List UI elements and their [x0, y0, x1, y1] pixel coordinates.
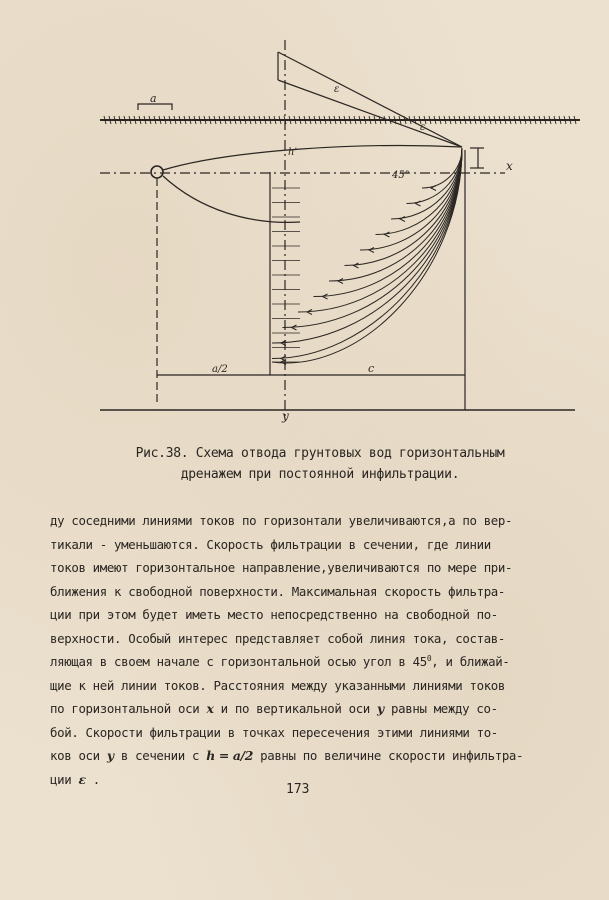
text-line: ду соседними линиями токов по горизонтали увеличиваются,а по вер-: [50, 513, 513, 528]
drain-pipe: [151, 166, 163, 178]
text-fragment: .: [92, 771, 100, 787]
degree-superscript: 0: [426, 653, 432, 663]
var-x: x: [206, 701, 214, 716]
streamline: [345, 148, 463, 266]
label-angle: 45°: [392, 170, 410, 181]
label-x-axis: x: [506, 159, 513, 173]
text-fragment: ции: [50, 771, 72, 787]
text-fragment: , и ближай-: [431, 654, 510, 669]
caption-line-1: Рис.38. Схема отвода грунтовых вод горизонтальным: [135, 446, 505, 461]
label-arrow2: ε: [420, 122, 426, 133]
text-line: бой. Скорости фильтрации в точках пересечения этими линиями то-: [50, 724, 498, 740]
label-left-span: a/2: [212, 364, 228, 375]
text-fragment: равны между со-: [391, 701, 498, 716]
text-fragment: в сечении с: [113, 748, 200, 763]
streamline-arrow: [416, 201, 421, 206]
text-fragment: ляющая в своем начале с горизонтальной осью угол в 45: [50, 654, 427, 669]
var-h: h = a/2: [206, 748, 253, 763]
ground-hatching: [104, 116, 576, 124]
infiltration-line-2: [278, 80, 462, 147]
text-line: [50, 650, 585, 674]
text-fragment: равны по величине скорости инфильтра-: [260, 748, 524, 763]
label-surface-mark: h': [288, 147, 298, 158]
body-text: [50, 509, 585, 791]
infiltration-line-1: [278, 52, 462, 147]
label-right-span: c: [368, 362, 375, 375]
streamline-arrow: [400, 217, 405, 222]
text-line: тикали - уменьшаются. Скорость фильтрации в сечении, где линии: [50, 536, 491, 552]
text-line: верхности. Особый интерес представляет собой линия тока, состав-: [50, 630, 506, 646]
drainage-diagram: [0, 0, 609, 440]
label-y-axis: y: [282, 409, 289, 423]
text-fragment: ков оси: [50, 748, 100, 763]
text-line: [50, 697, 585, 721]
figure-caption: [60, 443, 580, 485]
free-surface-curve: [163, 146, 462, 170]
text-line: щие к ней линии токов. Расстояния между указанными линиями токов: [50, 677, 506, 693]
text-line: токов имеют горизонтальное направление,увеличиваются по мере при-: [50, 560, 513, 575]
text-line: [50, 744, 585, 768]
var-y: y: [106, 748, 114, 763]
streamline: [329, 148, 462, 281]
caption-line-2: дренажем при постоянной инфильтрации.: [180, 467, 460, 482]
streamline: [360, 148, 462, 250]
streamline-arrow: [354, 263, 359, 268]
streamlines: [272, 148, 462, 365]
streamline-arrow: [385, 232, 390, 237]
streamline-arrow: [369, 248, 374, 253]
label-arrow1: ε: [334, 84, 340, 95]
text-fragment: и по вертикальной оси: [220, 701, 370, 716]
streamline-arrow: [431, 186, 436, 191]
var-y: y: [377, 701, 384, 716]
text-line: ближения к свободной поверхности. Максимальная скорость фильтра-: [50, 583, 506, 599]
text-fragment: по горизонтальной оси: [50, 701, 200, 716]
lower-arc: [163, 176, 300, 222]
text-line: ции при этом будет иметь место непосредственно на свободной по-: [50, 607, 498, 622]
var-epsilon: ε: [78, 771, 86, 787]
page-number: 173: [286, 782, 310, 797]
text-line: [50, 768, 585, 792]
label-top-scale: a: [150, 92, 157, 105]
